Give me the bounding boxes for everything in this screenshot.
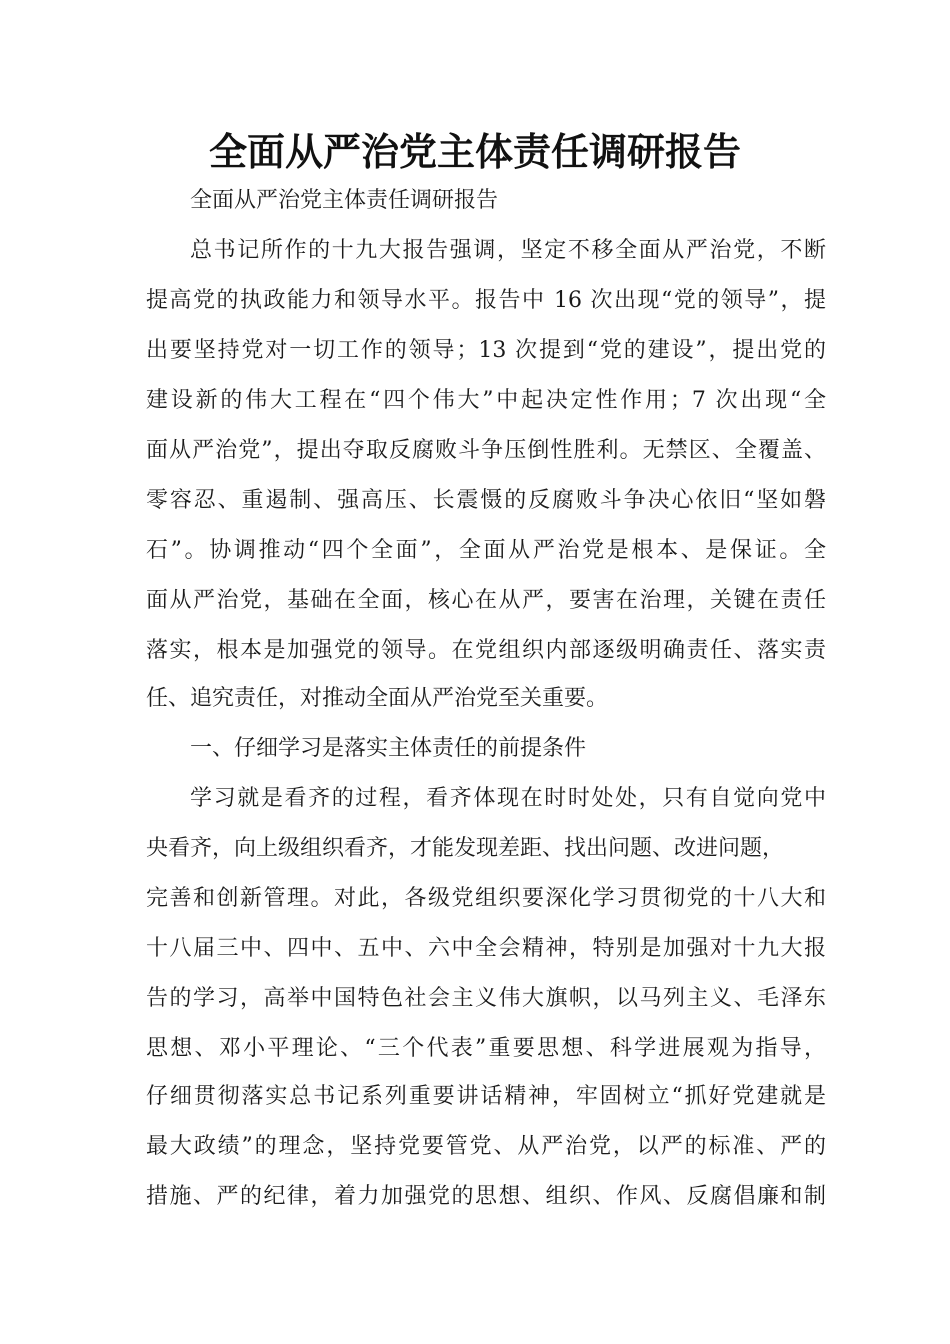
paragraph-line: 措施、严的纪律，着力加强党的思想、组织、作风、反腐倡廉和制	[146, 1184, 826, 1209]
paragraph-line: 十八届三中、四中、五中、六中全会精神，特别是加强对十九大报	[146, 936, 826, 961]
document-title: 全面从严治党主体责任调研报告	[208, 130, 741, 174]
paragraph-line: 最大政绩”的理念，坚持党要管党、从严治党，以严的标准、严的	[146, 1134, 826, 1159]
paragraph-line: 面从严治党”，提出夺取反腐败斗争压倒性胜利。无禁区、全覆盖、	[146, 438, 826, 463]
paragraph-line: 央看齐，向上级组织看齐，才能发现差距、找出问题、改进问题，	[146, 836, 785, 861]
paragraph-line: 面从严治党，基础在全面，核心在从严，要害在治理，关键在责任	[146, 588, 826, 613]
paragraph-line: 提高党的执政能力和领导水平。报告中 16 次出现“党的领导”，提	[146, 288, 826, 313]
paragraph-line: 思想、邓小平理论、“三个代表”重要思想、科学进展观为指导，	[146, 1036, 826, 1061]
paragraph-line: 落实，根本是加强党的领导。在党组织内部逐级明确责任、落实责	[146, 638, 826, 663]
paragraph-line: 任、追究责任，对推动全面从严治党至关重要。	[146, 686, 609, 711]
paragraph-line: 零容忍、重遏制、强高压、长震慑的反腐败斗争决心依旧“坚如磐	[146, 488, 826, 513]
document-subtitle: 全面从严治党主体责任调研报告	[190, 188, 499, 213]
paragraph-line: 完善和创新管理。对此，各级党组织要深化学习贯彻党的十八大和	[146, 886, 826, 911]
paragraph-line: 建设新的伟大工程在“四个伟大”中起决定性作用；7 次出现“全	[146, 388, 826, 413]
paragraph-line: 总书记所作的十九大报告强调，坚定不移全面从严治党，不断	[190, 238, 826, 263]
section-heading: 一、仔细学习是落实主体责任的前提条件	[190, 736, 587, 761]
paragraph-line: 告的学习，高举中国特色社会主义伟大旗帜，以马列主义、毛泽东	[146, 986, 826, 1011]
paragraph-line: 出要坚持党对一切工作的领导；13 次提到“党的建设”，提出党的	[146, 338, 826, 363]
paragraph-line: 石”。协调推动“四个全面”，全面从严治党是根本、是保证。全	[146, 538, 826, 563]
paragraph-line: 学习就是看齐的过程，看齐体现在时时处处，只有自觉向党中	[190, 786, 826, 811]
paragraph-line: 仔细贯彻落实总书记系列重要讲话精神，牢固树立“抓好党建就是	[146, 1084, 826, 1109]
